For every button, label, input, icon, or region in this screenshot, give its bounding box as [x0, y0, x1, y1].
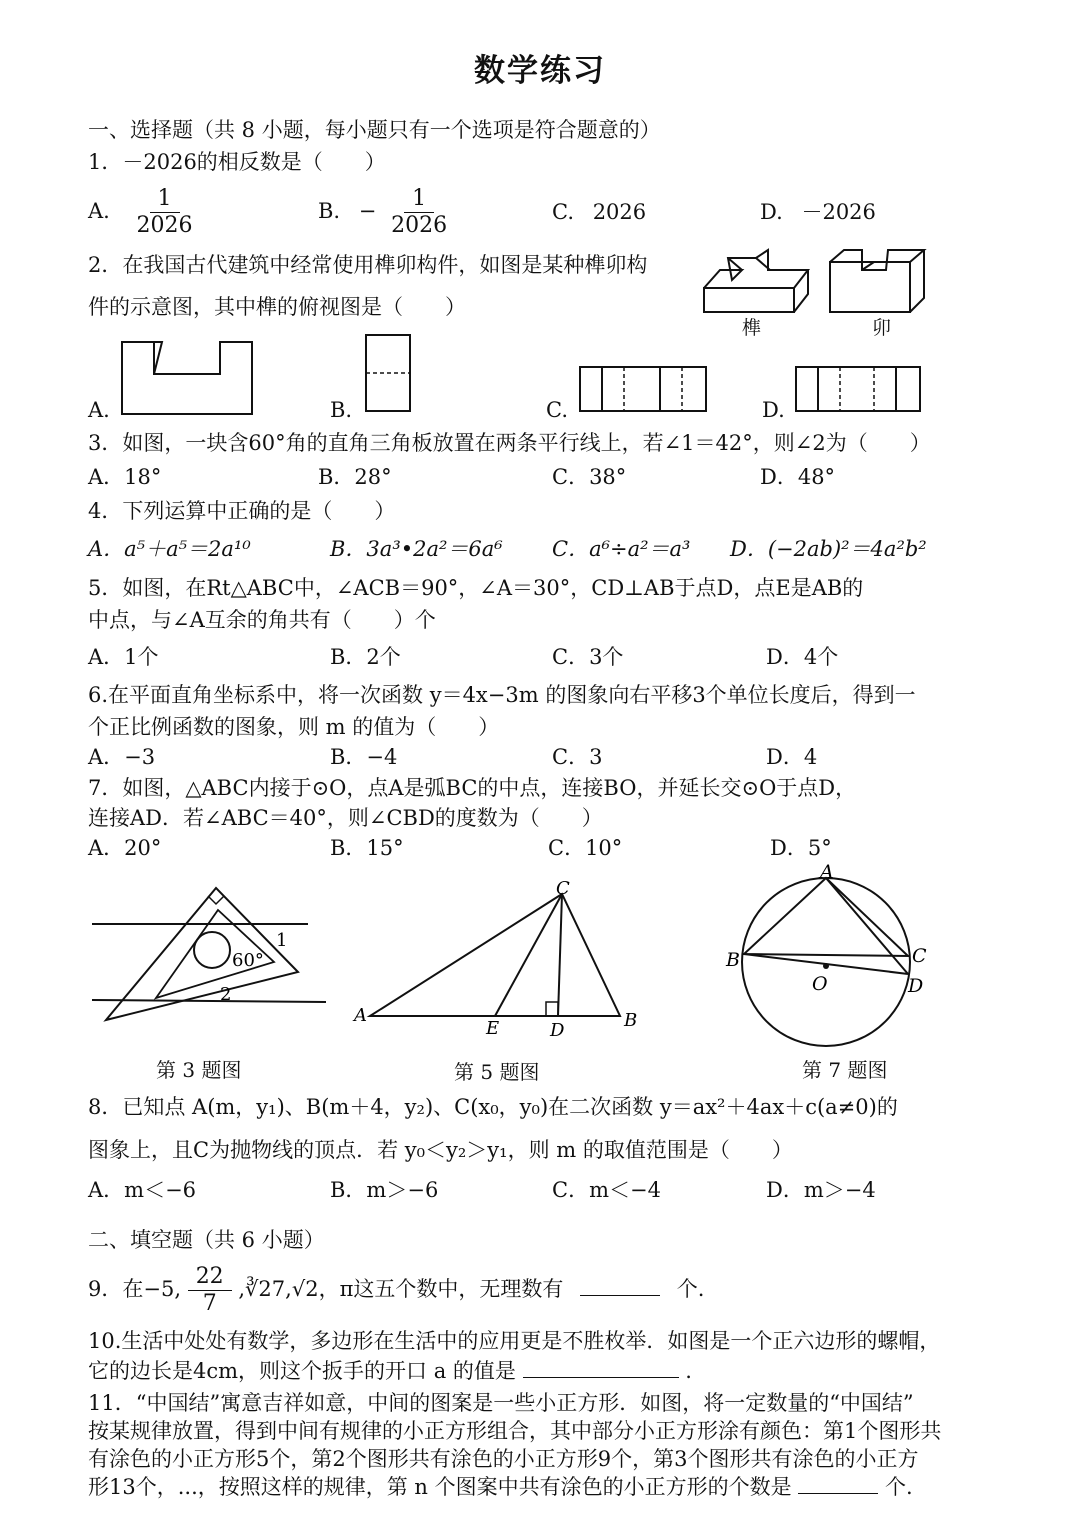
- numerator: 1: [150, 186, 180, 213]
- q10-line-2: 它的边长是4cm，则这个扳手的开口 a 的值是: [88, 1359, 516, 1383]
- minus-sign: −: [358, 199, 377, 223]
- q6-line-2: 个正比例函数的图象，则 m 的值为（ ）: [88, 715, 500, 739]
- tenon-drawing: [704, 250, 808, 312]
- q2-line-1: 2．在我国古代建筑中经常使用榫卯构件，如图是某种榫卯构: [88, 253, 648, 277]
- q4-option-d: D．(−2ab)²＝4a²b²: [730, 537, 927, 561]
- option-value: 2026: [592, 200, 647, 224]
- q3-option-d: D．48°: [760, 465, 836, 489]
- center-point: [823, 963, 829, 969]
- q7-option-d: D．5°: [770, 836, 832, 860]
- q9-end: 个.: [676, 1277, 705, 1301]
- q5-option-d: D．4个: [766, 645, 839, 669]
- denominator: 7: [202, 1291, 217, 1316]
- q11-line-3: 有涂色的小正方形5个，第2个图形共有涂色的小正方形9个，第3个图形共有涂色的小正方: [88, 1447, 919, 1471]
- q10-line-1: 10.生活中处处有数学，多边形在生活中的应用更是不胜枚举．如图是一个正六边形的螺帽，: [88, 1329, 941, 1353]
- fig5-label-d: D: [550, 1020, 565, 1041]
- segment-ce: [495, 894, 562, 1016]
- numerator: 1: [404, 186, 434, 213]
- q9-prefix: 9．在−5,: [88, 1277, 181, 1301]
- page-title: 数学练习: [474, 53, 606, 89]
- tenon-label: 榫: [742, 317, 762, 339]
- denominator: 2026: [391, 213, 448, 238]
- q2-option-a-shape: [118, 338, 256, 418]
- fraction: [383, 186, 455, 239]
- q5-line-2: 中点，与∠A互余的角共有（ ）个: [88, 608, 436, 632]
- q6-option-c: C．3: [552, 745, 603, 769]
- q11-answer-blank[interactable]: [798, 1473, 878, 1494]
- figure-7: [722, 864, 942, 1050]
- q8-line-2: 图象上，且C为抛物线的顶点．若 y₀＜y₂＞y₁，则 m 的取值范围是（ ）: [88, 1138, 793, 1162]
- q11-line-1: 11．“中国结”寓意吉祥如意，中间的图案是一些小正方形．如图，将一定数量的“中国结”: [88, 1391, 914, 1415]
- fig5-label-a: A: [354, 1005, 367, 1026]
- q4-stem: 4．下列运算中正确的是（ ）: [88, 499, 396, 523]
- q7-option-c: C．10°: [548, 836, 623, 860]
- triangle-abc: [370, 894, 620, 1016]
- q8-option-b: B．m＞−6: [330, 1178, 439, 1202]
- figure-3: [86, 880, 336, 1040]
- segment-ad: [826, 878, 908, 974]
- fig3-angle-60-label: 60°: [232, 950, 264, 971]
- q6-option-b: B．−4: [330, 745, 398, 769]
- q11-line-2: 按某规律放置，得到中间有规律的小正方形组合，其中部分小正方形涂有颜色：第1个图形共: [88, 1419, 942, 1443]
- q4-option-a: A．a⁵＋a⁵＝2a¹⁰: [88, 537, 251, 561]
- option-label: D.: [760, 200, 783, 224]
- q9-stem: [88, 1264, 704, 1317]
- option-label: A.: [88, 199, 110, 223]
- q5-option-a: A．1个: [88, 645, 159, 669]
- q3-stem: 3．如图，一块含60°角的直角三角板放置在两条平行线上，若∠1＝42°，则∠2为（ ）: [88, 431, 931, 455]
- q5-option-c: C．3个: [552, 645, 624, 669]
- q9-suffix: ,∛27,√2，π这五个数中，无理数有: [238, 1277, 564, 1301]
- q1-option-c: [552, 197, 646, 227]
- option-label: B.: [318, 199, 341, 223]
- fig5-caption: 第 5 题图: [454, 1060, 540, 1084]
- segment-cd: [558, 894, 562, 1016]
- figure-5: [350, 876, 650, 1046]
- section-1-heading: 一、选择题（共 8 小题，每小题只有一个选项是符合题意的）: [88, 118, 661, 142]
- q5-option-b: B．2个: [330, 645, 401, 669]
- tenon-mortise-figure: [698, 240, 948, 340]
- notch-line: [154, 342, 162, 374]
- denominator: 2026: [136, 213, 193, 238]
- q2-option-d-label: D.: [762, 398, 785, 422]
- q7-line-1: 7．如图，△ABC内接于⊙O，点A是弧BC的中点，连接BO，并延长交⊙O于点D，: [88, 776, 857, 800]
- q3-option-c: C．38°: [552, 465, 627, 489]
- fig7-label-c: C: [912, 945, 927, 967]
- fig7-caption: 第 7 题图: [802, 1058, 888, 1082]
- q9-fraction: [188, 1264, 232, 1317]
- q11-line-4: 形13个，...，按照这样的规律，第 n 个图案中共有涂色的小正方形的个数是: [88, 1475, 792, 1499]
- q7-option-a: A．20°: [88, 836, 162, 860]
- q9-answer-blank[interactable]: [580, 1275, 660, 1296]
- q8-option-c: C．m＜−4: [552, 1178, 661, 1202]
- set-square-hole: [194, 932, 230, 968]
- q11-line-4-wrap: [88, 1472, 913, 1502]
- numerator: 22: [188, 1264, 232, 1291]
- q3-option-a: A．18°: [88, 465, 162, 489]
- mortise-label: 卯: [872, 317, 892, 339]
- q1-option-b: [318, 186, 455, 239]
- right-angle-mark: [208, 896, 224, 904]
- q2-option-c-label: C.: [546, 398, 568, 422]
- fig5-label-c: C: [556, 878, 570, 899]
- q10-answer-blank[interactable]: [523, 1357, 679, 1378]
- fig3-angle-2-label: 2: [220, 984, 232, 1005]
- q2-option-d-shape: [794, 365, 924, 415]
- fig3-angle-1-label: 1: [276, 930, 288, 951]
- q6-option-d: D．4: [766, 745, 818, 769]
- q6-option-a: A．−3: [88, 745, 156, 769]
- q10-end: .: [685, 1359, 692, 1383]
- q5-line-1: 5．如图，在Rt△ABC中，∠ACB＝90°，∠A＝30°，CD⊥AB于点D，点E是AB的: [88, 576, 864, 600]
- section-2-heading: 二、填空题（共 6 小题）: [88, 1228, 325, 1252]
- fig7-label-o: O: [812, 973, 828, 995]
- q1-option-d: [760, 197, 876, 227]
- mortise-drawing: [830, 250, 924, 312]
- q11-end: 个.: [885, 1475, 913, 1499]
- fig3-caption: 第 3 题图: [156, 1058, 242, 1082]
- q7-option-b: B．15°: [330, 836, 404, 860]
- q4-option-b: B．3a³•2a²＝6a⁶: [330, 537, 503, 561]
- q4-option-c: C．a⁶÷a²＝a³: [552, 537, 691, 561]
- fig7-label-d: D: [908, 975, 924, 997]
- fig7-label-a: A: [820, 864, 834, 883]
- fig5-label-e: E: [486, 1018, 500, 1039]
- q6-line-1: 6.在平面直角坐标系中，将一次函数 y＝4x−3m 的图象向右平移3个单位长度后，得到一: [88, 683, 916, 707]
- q8-option-d: D．m＞−4: [766, 1178, 876, 1202]
- q8-option-a: A．m＜−6: [88, 1178, 197, 1202]
- q2-line-2: 件的示意图，其中榫的俯视图是（ ）: [88, 295, 466, 319]
- q7-line-2: 连接AD．若∠ABC＝40°，则∠CBD的度数为（ ）: [88, 806, 603, 830]
- fraction: [129, 186, 201, 239]
- q2-option-c-shape: [578, 365, 710, 415]
- option-label: C.: [552, 200, 574, 224]
- q2-option-b-shape: [364, 333, 414, 415]
- q10-line-2-wrap: [88, 1356, 692, 1386]
- circle-o: [742, 878, 910, 1046]
- q2-option-a-label: A.: [88, 398, 110, 422]
- right-angle-d: [546, 1002, 558, 1016]
- q8-line-1: 8．已知点 A(m，y₁)、B(m＋4，y₂)、C(x₀，y₀)在二次函数 y＝ax²＋4ax＋c(a≠0)的: [88, 1095, 898, 1119]
- q1-stem: 1．－2026的相反数是（ ）: [88, 150, 386, 174]
- parallel-line-bottom: [92, 1000, 326, 1002]
- fig5-label-b: B: [624, 1010, 638, 1031]
- q3-option-b: B．28°: [318, 465, 392, 489]
- q2-option-b-label: B.: [330, 398, 353, 422]
- option-value: －2026: [801, 200, 876, 224]
- fig7-label-b: B: [726, 949, 740, 971]
- q1-option-a: [88, 186, 201, 239]
